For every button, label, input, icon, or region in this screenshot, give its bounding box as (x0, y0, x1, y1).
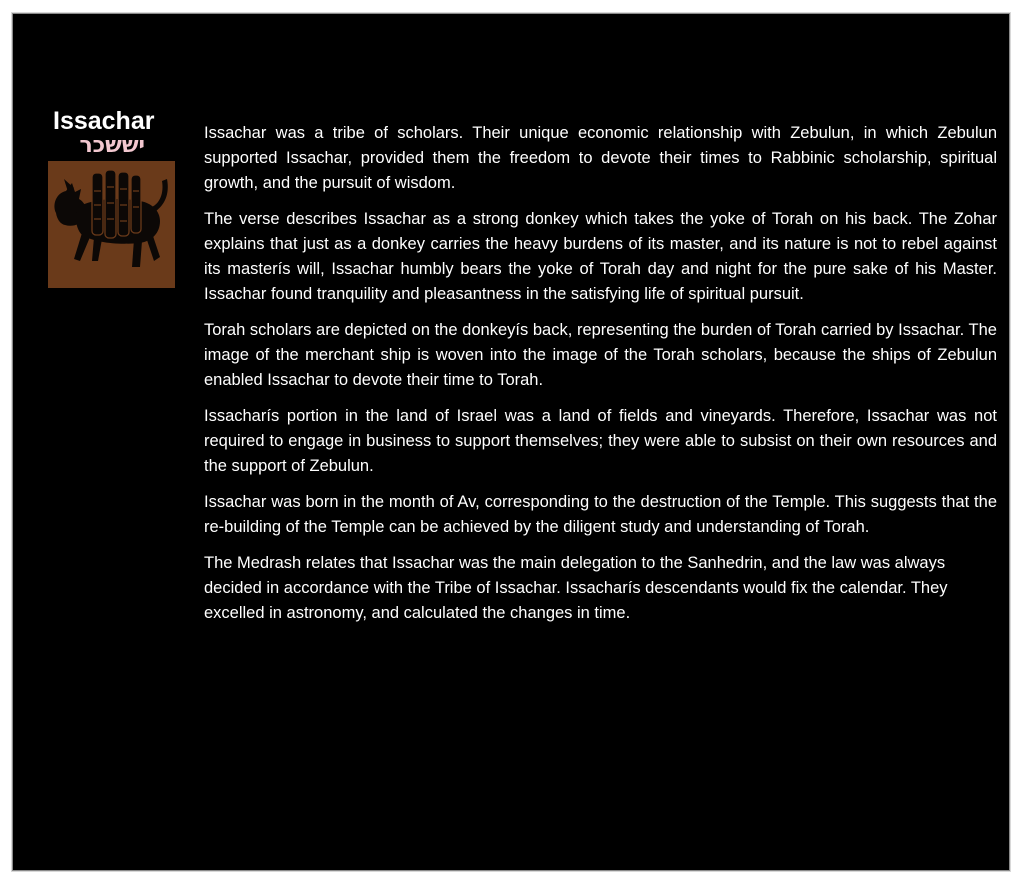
paragraph-month-of-av: Issachar was born in the month of Av, corresponding to the destruction of the Temple. This suggests that the re-building of the Temple can be achieved by the diligent study and understanding of Torah. (204, 493, 997, 536)
tribe-hebrew-name: יששכר (79, 133, 145, 158)
donkey-emblem-icon (48, 161, 175, 288)
paragraph-sanhedrin: The Medrash relates that Issachar was the main delegation to the Sanhedrin, and the law was always decided in accordance with the Tribe of Issachar. Issacharís descendants would fix the calendar. They excelled in astronomy, and calculated the changes in time. (204, 554, 948, 622)
tribe-description (204, 121, 997, 637)
tribe-name: Issachar (53, 107, 155, 135)
paragraph-donkey-verse: The verse describes Issachar as a strong donkey which takes the yoke of Torah on his back. The Zohar explains that just as a donkey carries the heavy burdens of its master, and its nature is not to rebel against its masterís will, Issachar humbly bears the yoke of Torah day and night for the pure sake of his Master. Issachar found tranquility and pleasantness in the satisfying life of spiritual pursuit. (204, 210, 997, 303)
paragraph-land-portion: Issacharís portion in the land of Israel was a land of fields and vineyards. Therefore, Issachar was not required to engage in business to support themselves; they were able to subsist on their own resources and the support of Zebulun. (204, 407, 997, 475)
page-frame (12, 13, 1010, 871)
paragraph-scholars: Issachar was a tribe of scholars. Their unique economic relationship with Zebulun, in which Zebulun supported Issachar, provided them the freedom to devote their times to Rabbinic scholarship, spiritual growth, and the pursuit of wisdom. (204, 124, 997, 192)
donkey-torah-icon (48, 161, 175, 288)
paragraph-torah-scholars: Torah scholars are depicted on the donkeyís back, representing the burden of Torah carried by Issachar. The image of the merchant ship is woven into the image of the Torah scholars, because the ships of Zebulun enabled Issachar to devote their time to Torah. (204, 321, 997, 389)
